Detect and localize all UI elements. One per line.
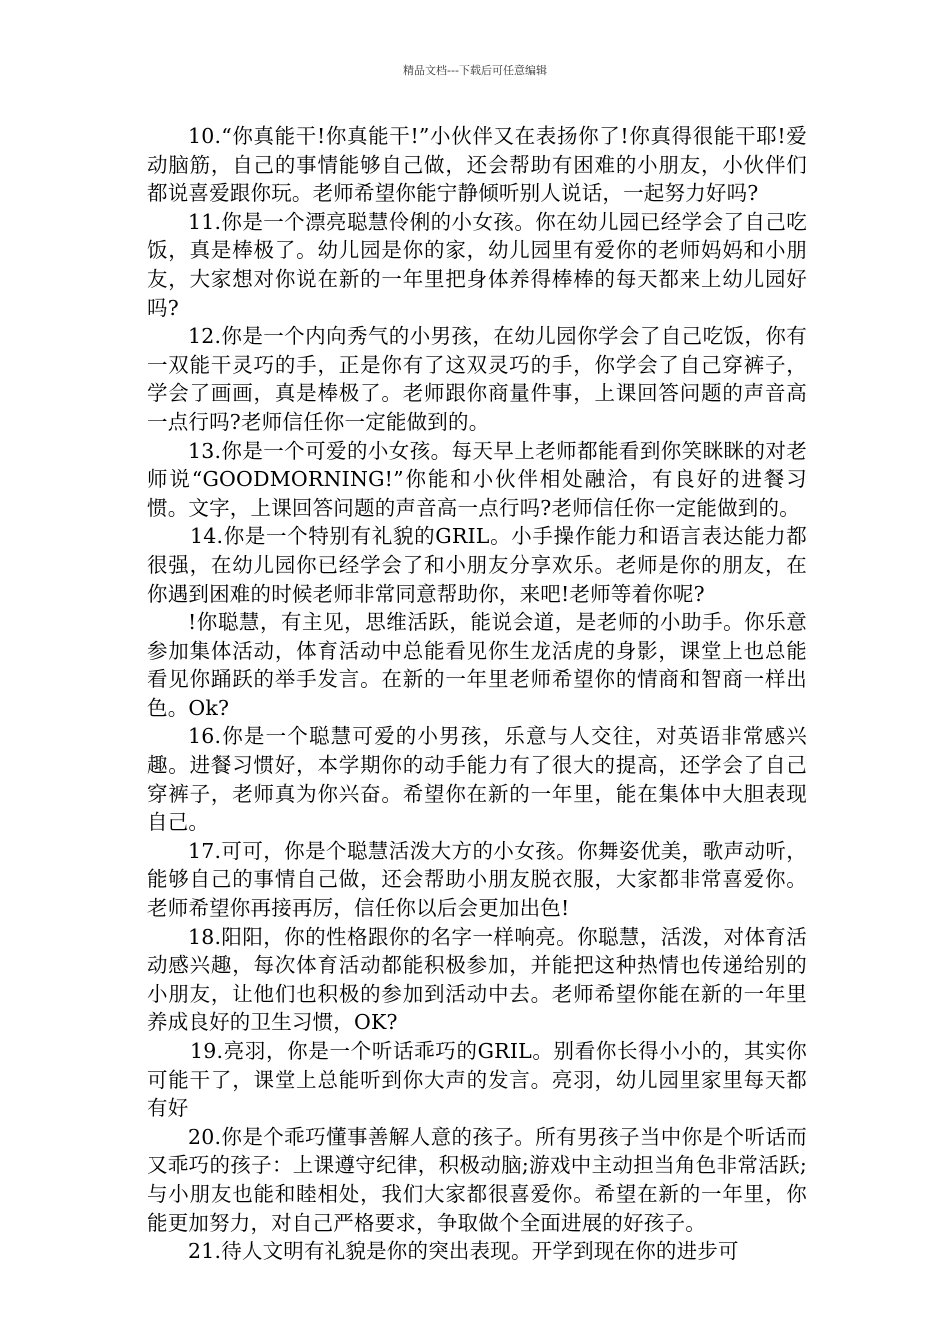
- document-body: [147, 122, 807, 1266]
- paragraph-19: 19.亮羽，你是一个听话乖巧的GRIL。别看你长得小小的，其实你可能干了，课堂上总能听到你大声的发言。亮羽，幼儿园里家里每天都有好: [147, 1039, 807, 1121]
- paragraph-10: 10.“你真能干!你真能干!”小伙伴又在表扬你了!你真得很能干耶!爱动脑筋，自己的事情能够自己做，还会帮助有困难的小朋友，小伙伴们都说喜爱跟你玩。老师希望你能宁静倾听别人说话，一起努力好吗?: [147, 124, 807, 206]
- paragraph-14: 14.你是一个特别有礼貌的GRIL。小手操作能力和语言表达能力都很强，在幼儿园你已经学会了和小朋友分享欢乐。老师是你的朋友，在你遇到困难的时候老师非常同意帮助你，来吧!老师等着你呢?: [147, 524, 807, 606]
- paragraph-11: 11.你是一个漂亮聪慧伶俐的小女孩。你在幼儿园已经学会了自己吃饭，真是棒极了。幼儿园是你的家，幼儿园里有爱你的老师妈妈和小朋友，大家想对你说在新的一年里把身体养得棒棒的每天都来上幼儿园好吗?: [147, 209, 807, 320]
- paragraph-17: 17.可可，你是个聪慧活泼大方的小女孩。你舞姿优美，歌声动听，能够自己的事情自己做，还会帮助小朋友脱衣服，大家都非常喜爱你。老师希望你再接再厉，信任你以后会更加出色!: [147, 838, 807, 921]
- paragraph-15: !你聪慧，有主见，思维活跃，能说会道，是老师的小助手。你乐意参加集体活动，体育活动中总能看见你生龙活虎的身影，课堂上也总能看见你踊跃的举手发言。在新的一年里老师希望你的情商和智商一样出色。Ok?: [147, 610, 807, 720]
- paragraph-13: 13.你是一个可爱的小女孩。每天早上老师都能看到你笑眯眯的对老师说“GOODMORNING!”你能和小伙伴相处融洽，有良好的进餐习惯。文字，上课回答问题的声音高一点行吗?老师信任你一定能做到的。: [147, 438, 807, 520]
- paragraph-12: 12.你是一个内向秀气的小男孩，在幼儿园你学会了自己吃饭，你有一双能干灵巧的手，正是你有了这双灵巧的手，你学会了自己穿裤子，学会了画画，真是棒极了。老师跟你商量件事，上课回答问题的声音高一点行吗?老师信任你一定能做到的。: [147, 324, 807, 434]
- paragraph-20: 20.你是个乖巧懂事善解人意的孩子。所有男孩子当中你是个听话而又乖巧的孩子：上课遵守纪律，积极动脑;游戏中主动担当角色非常活跃;与小朋友也能和睦相处，我们大家都很喜爱你。希望在新的一年里，你能更加努力，对自己严格要求，争取做个全面进展的好孩子。: [147, 1124, 807, 1235]
- paragraph-16: 16.你是一个聪慧可爱的小男孩，乐意与人交往，对英语非常感兴趣。进餐习惯好，本学期你的动手能力有了很大的提高，还学会了自己穿裤子，老师真为你兴奋。希望你在新的一年里，能在集体中大胆表现自己。: [147, 724, 807, 835]
- page-header: 精品文档---下载后可任意编辑: [403, 64, 547, 77]
- paragraph-21: 21.待人文明有礼貌是你的突出表现。开学到现在你的进步可: [188, 1239, 739, 1264]
- paragraph-18: 18.阳阳，你的性格跟你的名字一样响亮。你聪慧，活泼，对体育活动感兴趣，每次体育活动都能积极参加，并能把这种热情也传递给别的小朋友，让他们也积极的参加到活动中去。老师希望你能在新的一年里养成良好的卫生习惯，OK?: [147, 924, 807, 1035]
